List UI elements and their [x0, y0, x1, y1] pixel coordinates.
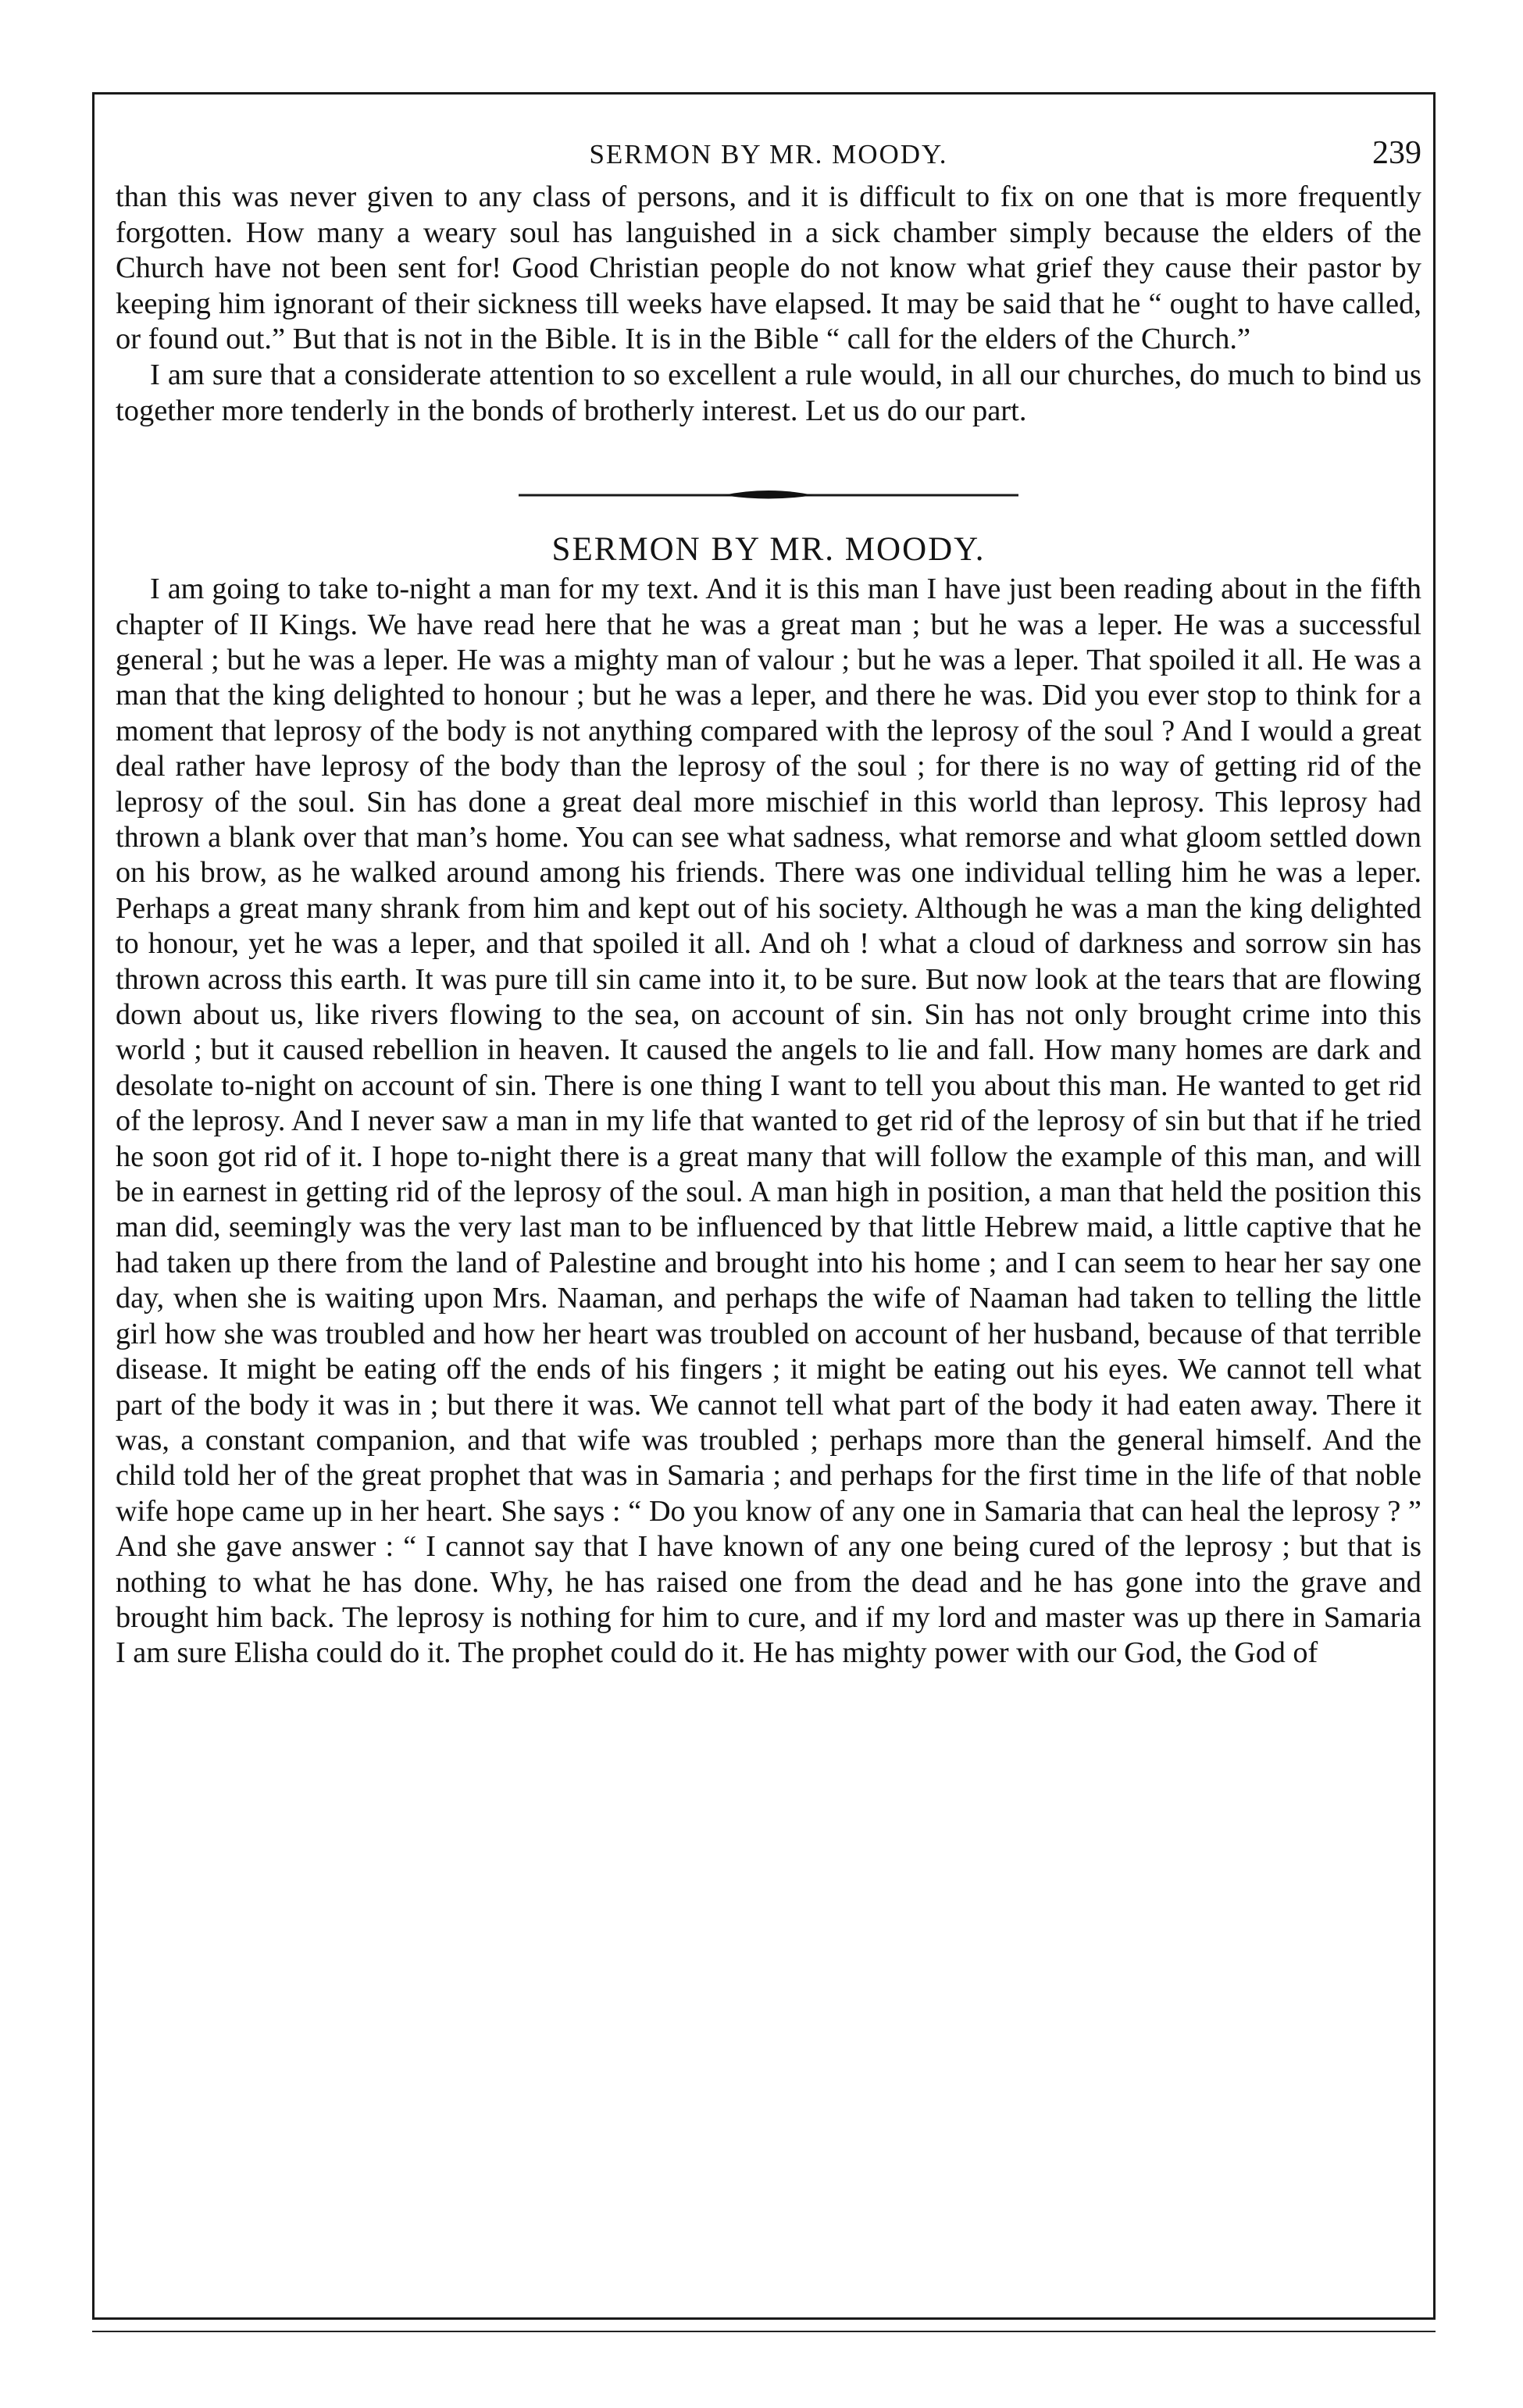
intro-paragraph-1: than this was never given to any class of persons, and it is difficult to fix on one that is more frequently forgotten. How many a weary soul has languished in a sick chamber simply because the elders of the Church have not been sent for! Good Christian people do not know what grief they cause their pastor by keeping him ignorant of their sickness till weeks have elapsed. It may be said that he “ ought to have called, or found out.” But that is not in the Bible. It is in the Bible “ call for the elders of the Church.”	[116, 180, 1421, 356]
running-head	[116, 117, 1421, 180]
sermon-title: SERMON BY MR. MOODY.	[551, 531, 986, 569]
intro-paragraph-2: I am sure that a considerate attention to so excellent a rule would, in all our churches, do much to bind us together more tenderly in the bonds of brotherly interest. Let us do our part.	[116, 358, 1421, 427]
bottom-rule	[92, 2331, 1436, 2332]
page-number: 239	[1372, 135, 1421, 171]
running-title: SERMON BY MR. MOODY.	[589, 139, 948, 169]
page-content	[116, 117, 1421, 1671]
section-divider	[519, 483, 1018, 507]
sermon-paragraph-1: I am going to take to-night a man for my text. And it is this man I have just been reading about in the fifth chapter of II Kings. We have read here that he was a great man ; but he was a leper. He was a successful general ; but he was a leper. He was a mighty man of valour ; but he was a leper. That spoiled it all. He was a man that the king delighted to honour ; but he was a leper, and there he was. Did you ever stop to think for a moment that leprosy of the body is not anything compared with the leprosy of the soul ? And I would a great deal rather have leprosy of the body than the leprosy of the soul ; for there is no way of getting rid of the leprosy of the soul. Sin has done a great deal more mischief in this world than leprosy. This leprosy had thrown a blank over that man’s home. You can see what sadness, what remorse and what gloom settled down on his brow, as he walked around among his friends. There was one individual telling him he was a leper. Perhaps a great many shrank from him and kept out of his society. Although he was a man the king delighted to honour, yet he was a leper, and that spoiled it all. And oh ! what a cloud of darkness and sorrow sin has thrown across this earth. It was pure till sin came into it, to be sure. But now look at the tears that are flowing down about us, like rivers flowing to the sea, on account of sin. Sin has not only brought crime into this world ; but it caused rebellion in heaven. It caused the angels to lie and fall. How many homes are dark and desolate to-night on account of sin. There is one thing I want to tell you about this man. He wanted to get rid of the leprosy. And I never saw a man in my life that wanted to get rid of the leprosy of sin but that if he tried he soon got rid of it. I hope to-night there is a great many that will follow the example of this man, and will be in earnest in getting rid of the leprosy of the soul. A man high in position, a man that held the position this man did, seemingly was the very last man to be influenced by that little Hebrew maid, a little captive that he had taken up there from the land of Palestine and brought into his home ; and I can seem to hear her say one day, when she is waiting upon Mrs. Naaman, and perhaps the wife of Naaman had taken to telling the little girl how she was troubled and how her heart was troubled on account of her husband, because of that terrible disease. It might be eating off the ends of his fingers ; it might be eating out his eyes. We cannot tell what part of the body it was in ; but there it was. We cannot tell what part of the body it had eaten away. There it was, a constant companion, and that wife was troubled ; perhaps more than the general himself. And the child told her of the great prophet that was in Samaria ; and perhaps for the first time in the life of that noble wife hope came up in her heart. She says : “ Do you know of any one in Samaria that can heal the leprosy ? ” And she gave answer : “ I cannot say that I have known of any one being cured of the leprosy ; but that is nothing to what he has done. Why, he has raised one from the dead and he has gone into the grave and brought him back. The leprosy is nothing for him to cure, and if my lord and master was up there in Samaria I am sure Elisha could do it. The prophet could do it. He has mighty power with our God, the God of	[116, 573, 1421, 1670]
